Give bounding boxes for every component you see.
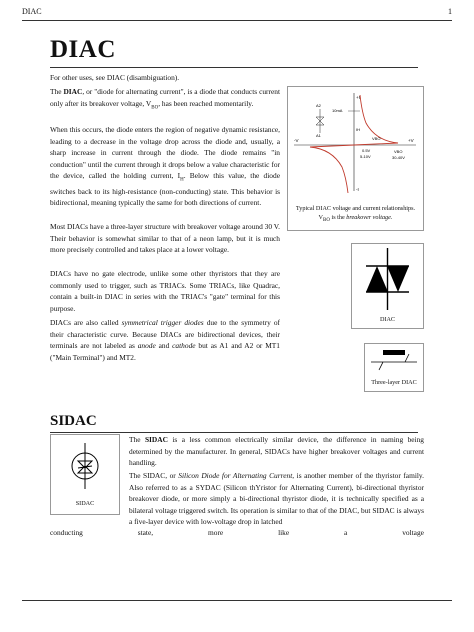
three-layer-symbol-icon — [365, 344, 423, 376]
iv-a2: A2 — [316, 103, 321, 108]
sidac-symbol-icon — [51, 435, 119, 497]
sidac-paragraph-2: The SIDAC, or Silicon Diode for Alternating Current, is another member of the thyristor family. Also referred to as a SYDAC (Silicon thYristor for Alternating Current), bi-directional thyristor breakover diode, or more simply a bi-directional thyristor diode, it is technically specified as a bilateral voltage triggered switch. Its operation is similar to that of the DIAC, but SIDAC is always a five-layer device with low-voltage drop in latched — [129, 471, 424, 526]
iv-ih: IH — [356, 127, 360, 132]
iv-i-axis: +I — [356, 95, 360, 100]
term-diac: DIAC — [63, 87, 83, 96]
iv-i-neg: -I — [356, 187, 359, 192]
sidac-heading: SIDAC — [50, 413, 97, 429]
hatnote: For other uses, see DIAC (disambiguation). — [50, 73, 180, 82]
iv-vbo1: VBO — [372, 136, 381, 141]
paragraph-operation: When this occurs, the diode enters the region of negative dynamic resistance, leading to a decrease in the voltage drop across the diode and, usually, a sharp increase in current through the diode. The diode remains "in conduction" until the current through it drops below a value characteristic for the device, called the holding current, $I_H$. Below this value, the diode switches back to its high-resistance (non-conducting) state. This behavior is bidirectional, meaning typically the same for both directions of current. — [50, 125, 280, 208]
iv-v3: 30-40V — [392, 155, 405, 160]
paragraph-symmetry: DIACs are also called symmetrical trigger diodes due to the symmetry of their characteristic curve. Because DIACs are bidirectional devices, their terminals are not labeled as anode and cathode but as A1 and A2 or MT1 ("Main Terminal") and MT2. — [50, 318, 280, 362]
diac-caption: DIAC — [379, 316, 396, 323]
three-layer-caption: Three-layer DIAC — [371, 379, 417, 386]
paragraph-structure: Most DIACs have a three-layer structure with breakover voltage around 30 V. Their behavior is somewhat similar to that of a neon lamp, but it is much more precisely controlled and takes place at a lower voltage. — [50, 222, 280, 254]
sidac-paragraph-1: The SIDAC is a less common electrically similar device, the difference in naming being determined by the manufacturer. In general, SIDACs have higher breakover voltages and current handling. — [129, 435, 425, 467]
iv-v-pos: +V — [408, 138, 414, 143]
iv-v2: 5-10V — [360, 154, 371, 159]
iv-curve-figure — [287, 86, 424, 231]
article-title: DIAC — [50, 36, 116, 63]
iv-v-neg: -V — [294, 138, 299, 143]
paragraph-intro: The DIAC, or "diode for alternating current", is a diode that conducts current only after its breakover voltage, $V_{BO}$, has been reached momentarily. — [50, 87, 281, 110]
sidac-symbol-figure — [50, 434, 120, 515]
paragraph-gate: DIACs have no gate electrode, unlike some other thyristors that they are commonly used to trigger, such as TRIACs. Some TRIACs, like Quadrac, contain a built-in DIAC in series with the TRIAC's "gate" terminal for this purpose. — [50, 269, 280, 313]
three-layer-figure — [364, 343, 424, 392]
header-title: DIAC — [22, 7, 42, 16]
page-header — [22, 7, 452, 19]
footer-rule — [22, 600, 452, 601]
title-rule — [50, 67, 418, 68]
iv-ma: 10mA — [332, 108, 343, 113]
page-number: 1 — [448, 7, 452, 16]
sidac-caption: SIDAC — [75, 500, 95, 507]
diac-symbol-icon — [352, 244, 423, 314]
diac-symbol-figure — [351, 243, 424, 329]
iv-curve-diagram — [288, 87, 423, 197]
iv-v1: 0.5V — [362, 148, 371, 153]
iv-vbo2: VBO — [394, 149, 403, 154]
header-rule — [22, 20, 452, 21]
sidac-rule — [50, 432, 418, 433]
iv-a1: A1 — [316, 133, 321, 138]
iv-caption: Typical DIAC voltage and current relationships. $V_{BO}$ is the breakover voltage. — [295, 205, 416, 224]
sidac-last-line: conducting state, more like a voltage — [50, 528, 424, 537]
